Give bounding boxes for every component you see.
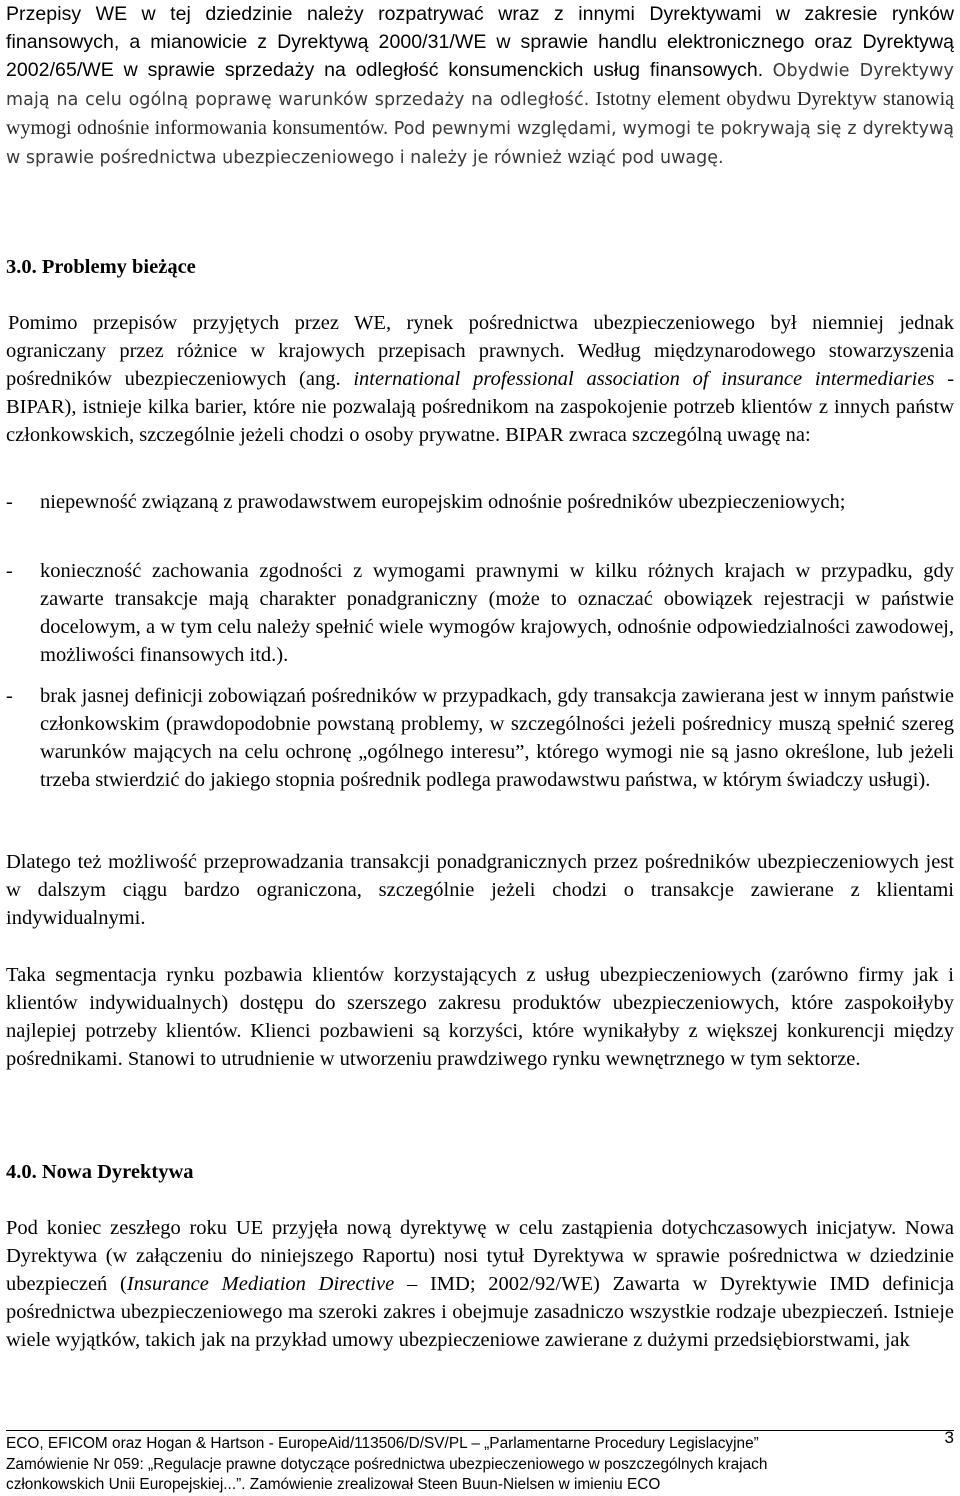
list-item [6, 557, 954, 669]
barriers-paragraph [6, 309, 954, 449]
bipar-list-item-1 [6, 488, 954, 516]
segmentation-text: Taka segmentacja rynku pozbawia klientów korzystających z usług ubezpieczeniowych (zarówno firmy jak i klientów indywidualnych) dostępu do szerszego zakresu produktów ubezpieczeniowych, które zaspokoiłyby najlepiej potrzeby klientów. Klienci pozbawieni są korzyści, które wynikałyby z większej konkurencji między pośrednikami. Stanowi to utrudnienie w utworzeniu prawdziwego rynku wewnętrznego w tym sektorze. [6, 964, 954, 1070]
cross-border-text: Dlatego też możliwość przeprowadzania transakcji ponadgranicznych przez pośredników ubezpieczeniowych jest w dalszym ciągu bardzo ograniczona, szczególnie jeżeli chodzi o transakcje zawierane z klientami indywidualnymi. [6, 851, 954, 929]
new-directive-text-part-2: – IMD; 2002/92/WE) Zawarta w Dyrektywie IMD definicja pośrednictwa ubezpieczeniowego ma szeroki zakres i obejmuje zasadniczo wszystkie rodzaje ubezpieczeń. Istnieje wiele wyjątków, takich jak na przykład umowy ubezpieczeniowe zawierane z dużymi przedsiębiorstwami, jak [6, 1273, 954, 1351]
barriers-text-part-1: Pomimo przepisów przyjętych przez WE, rynek pośrednictwa ubezpieczeniowego był niemniej jednak ograniczany przez różnice w krajowych przepisach prawnych. Według międzynarodowego stowarzyszenia pośredników ubezpieczeniowych (ang. [6, 312, 954, 390]
list-item-text: niepewność związaną z prawodawstwem europejskim odnośnie pośredników ubezpieczeniowych; [40, 491, 846, 513]
list-dash: - [6, 560, 13, 582]
page-footer [6, 1430, 954, 1496]
section-4-heading: 4.0. Nowa Dyrektywa [6, 1161, 194, 1183]
section-3-heading: 3.0. Problemy bieżące [6, 256, 196, 278]
intro-sentence-3: Istotny element obydwu Dyrektyw stanowią wymogi odnośnie informowania konsumentów. [6, 88, 955, 139]
footer-line-1: ECO, EFICOM oraz Hogan & Hartson - EuropeAid/113506/D/SV/PL – „Parlamentarne Procedury Legislacyjne” [6, 1435, 759, 1452]
intro-sentence-2: Obydwie Dyrektywy mają na celu ogólną poprawę warunków sprzedaży na odległość. [6, 61, 954, 110]
list-item [6, 682, 954, 794]
list-item [6, 488, 954, 516]
intro-sentence-4: Pod pewnymi względami, wymogi te pokrywają się z dyrektywą w sprawie pośrednictwa ubezpieczeniowego i należy je również wziąć pod uwagę. [6, 119, 954, 168]
cross-border-paragraph [6, 848, 954, 932]
imd-italic-name: Insurance Mediation Directive [126, 1273, 395, 1295]
segmentation-paragraph [6, 961, 954, 1073]
list-dash: - [6, 491, 13, 513]
bipar-italic-name: international professional association of insurance intermediaries [353, 368, 935, 390]
new-directive-paragraph [6, 1214, 954, 1354]
page-number: 3 [944, 1428, 954, 1447]
list-item-text: brak jasnej definicji zobowiązań pośredników w przypadkach, gdy transakcja zawierana jest w innym państwie członkowskim (prawdopodobnie powstaną problemy, w szczególności jeżeli pośrednicy muszą spełnić szereg warunków mających na celu ochronę „ogólnego interesu”, którego wymogi nie są jasno określone, lub jeżeli trzeba stwierdzić do jakiego stopnia pośrednik podlega prawodawstwu państwa, w którym świadczy usługi). [40, 685, 954, 791]
footer-line-2: Zamówienie Nr 059: „Regulacje prawne dotyczące pośrednictwa ubezpieczeniowego w poszczególnych krajach [6, 1455, 768, 1473]
intro-sentence-1: Przepisy WE w tej dziedzinie należy rozpatrywać wraz z innymi Dyrektywami w zakresie rynków finansowych, a mianowicie z Dyrektywą 2000/31/WE w sprawie handlu elektronicznego oraz Dyrektywą 2002/65/WE w sprawie sprzedaży na odległość konsumenckich usług finansowych. [6, 3, 954, 81]
list-dash: - [6, 685, 13, 707]
barriers-text-part-2: - BIPAR), istnieje kilka barier, które nie pozwalają pośrednikom na zaspokojenie potrzeb klientów z innych państw członkowskich, szczególnie jeżeli chodzi o osoby prywatne. BIPAR zwraca szczególną uwagę na: [6, 368, 955, 446]
bipar-list-item-2 [6, 557, 954, 669]
new-directive-text-part-1: Pod koniec zeszłego roku UE przyjęła nową dyrektywę w celu zastąpienia dotychczasowych inicjatyw. Nowa Dyrektywa (w załączeniu do niniejszego Raportu) nosi tytuł Dyrektywa w sprawie pośrednictwa w dziedzinie ubezpieczeń ( [6, 1217, 954, 1295]
bipar-list-item-3 [6, 682, 954, 794]
footer-line-3: członkowskich Unii Europejskiej...”. Zamówienie zrealizował Steen Buun-Nielsen w imieniu ECO [6, 1476, 661, 1493]
intro-paragraph [6, 0, 954, 172]
list-item-text: konieczność zachowania zgodności z wymogami prawnymi w kilku różnych krajach w przypadku, gdy zawarte transakcje mają charakter ponadgraniczny (może to oznaczać obowiązek rejestracji w państwie docelowym, a w tym celu należy spełnić wiele wymogów krajowych, odnośnie odpowiedzialności zawodowej, możliwości finansowych itd.). [40, 560, 954, 666]
